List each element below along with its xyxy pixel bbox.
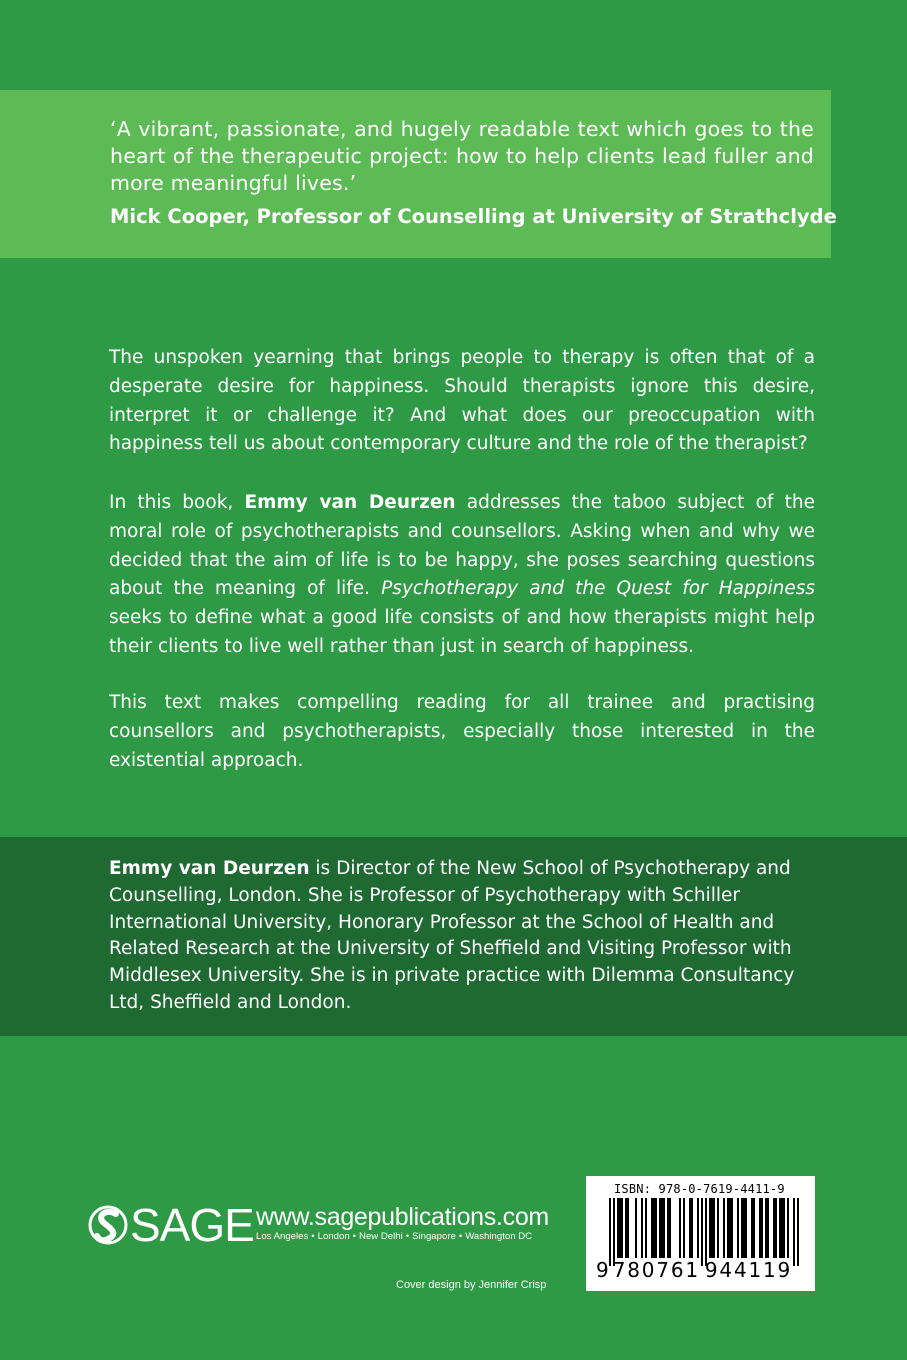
barcode-bar bbox=[717, 1198, 719, 1258]
barcode-bar bbox=[669, 1198, 671, 1258]
barcode-bar bbox=[787, 1198, 789, 1258]
barcode-bar bbox=[613, 1198, 615, 1266]
barcode-bar bbox=[711, 1198, 713, 1258]
barcode-bar bbox=[773, 1198, 775, 1258]
barcode-left-digits: 780761 bbox=[612, 1258, 700, 1282]
barcode-bar bbox=[679, 1198, 681, 1258]
blurb-author-name: Emmy van Deurzen bbox=[244, 492, 456, 513]
book-title: Psychotherapy and the Quest for Happiness bbox=[381, 578, 815, 600]
barcode-bar bbox=[713, 1198, 715, 1258]
barcode-bar bbox=[619, 1198, 621, 1258]
sage-wordmark: SAGE bbox=[130, 1199, 254, 1251]
blurb-paragraph-2 bbox=[109, 489, 815, 662]
barcode-bar bbox=[641, 1198, 643, 1258]
sage-logo bbox=[88, 1200, 254, 1250]
barcode-bar bbox=[701, 1198, 703, 1266]
blurb-paragraph-3: This text makes compelling reading for all trainee and practising counsellors and psychotherapists, especially those interested in the existential approach. bbox=[109, 692, 815, 771]
city: Washington DC bbox=[465, 1231, 533, 1242]
bio-description: is Director of the New School of Psychotherapy and Counselling, London. She is Professor of Psychotherapy with Schiller International University, Honorary Professor at the School of Health and Related Research at the University of Sheffield and Visiting Professor with Middlesex University. She is in private practice with Dilemma Consultancy Ltd, Sheffield and London. bbox=[109, 858, 795, 1013]
barcode-bar bbox=[723, 1198, 725, 1258]
blurb-paragraph-1: The unspoken yearning that brings people to therapy is often that of a desperate desire for happiness. Should therapists ignore this desire, interpret it or challenge it? And what does our preoccupation with happiness tell us about contemporary culture and the role of the therapist? bbox=[109, 347, 815, 455]
cover-design-credit: Cover design by Jennifer Crisp bbox=[396, 1279, 547, 1291]
barcode-digits bbox=[596, 1258, 792, 1282]
barcode-bar bbox=[661, 1198, 663, 1258]
barcode-bar bbox=[759, 1198, 761, 1258]
barcode-bar bbox=[617, 1198, 619, 1258]
blurb-lead-in: In this book, bbox=[109, 492, 245, 513]
barcode-bar bbox=[743, 1198, 745, 1258]
barcode-bar bbox=[781, 1198, 783, 1258]
barcode-bar bbox=[709, 1198, 711, 1258]
barcode-bar bbox=[767, 1198, 769, 1258]
barcode-bar bbox=[689, 1198, 691, 1258]
barcode-bar bbox=[683, 1198, 685, 1258]
barcode-bar bbox=[697, 1198, 699, 1258]
barcode-bar bbox=[655, 1198, 657, 1258]
barcode-bar bbox=[797, 1198, 799, 1266]
sage-swirl-icon bbox=[88, 1202, 128, 1248]
isbn-label: ISBN: 978-0-7619-4411-9 bbox=[614, 1182, 785, 1196]
barcode-bar bbox=[635, 1198, 637, 1258]
barcode-bar bbox=[753, 1198, 755, 1258]
barcode-bar bbox=[651, 1198, 653, 1258]
barcode-bar bbox=[745, 1198, 747, 1258]
barcode-bar bbox=[621, 1198, 623, 1258]
barcode-bar bbox=[659, 1198, 661, 1258]
city: Los Angeles bbox=[256, 1231, 309, 1242]
barcode-right-digits: 944119 bbox=[704, 1258, 793, 1282]
barcode-bar bbox=[783, 1198, 785, 1258]
barcode-bar bbox=[729, 1198, 731, 1258]
barcode-bar bbox=[691, 1198, 693, 1258]
barcode-bar bbox=[737, 1198, 739, 1258]
barcode-bar bbox=[741, 1198, 743, 1258]
endorsement-quote: ‘A vibrant, passionate, and hugely readable text which goes to the heart of the therapeutic project: how to help clients lead fuller and more meaningful lives.’ bbox=[110, 117, 814, 195]
bio-author-name: Emmy van Deurzen bbox=[109, 858, 310, 879]
city: London bbox=[317, 1231, 350, 1242]
barcode-bar bbox=[627, 1198, 629, 1258]
city: New Delhi bbox=[359, 1231, 403, 1242]
author-bio bbox=[109, 856, 799, 1017]
barcode-bar bbox=[645, 1198, 647, 1258]
barcode-bar bbox=[609, 1198, 611, 1266]
barcode-bar bbox=[731, 1198, 733, 1258]
barcode-bar bbox=[663, 1198, 665, 1258]
publisher-cities: Los Angeles • London • New Delhi • Singapore • Washington DC bbox=[256, 1231, 533, 1242]
blurb-conclusion: seeks to define what a good life consists of and how therapists might help their clients to live well rather than just in search of happiness. bbox=[109, 607, 815, 657]
publisher-url[interactable]: www.sagepublications.com bbox=[256, 1203, 549, 1231]
barcode-bar bbox=[727, 1198, 729, 1258]
barcode-bar bbox=[625, 1198, 627, 1258]
endorsement-author: Mick Cooper, Professor of Counselling at University of Strathclyde bbox=[110, 205, 837, 228]
barcode-bar bbox=[765, 1198, 767, 1258]
barcode-bar bbox=[751, 1198, 753, 1258]
blurb-body: addresses the taboo subject of the moral role of psychotherapists and counsellors. Asking when and why we decided that the aim of life is to be happy, she poses searching questions about the meaning of life. bbox=[109, 492, 815, 600]
barcode-first-digit: 9 bbox=[596, 1258, 609, 1282]
barcode-bar bbox=[793, 1198, 795, 1266]
barcode-bar bbox=[705, 1198, 707, 1266]
city: Singapore bbox=[412, 1231, 456, 1242]
barcode-bar bbox=[653, 1198, 655, 1258]
barcode-bar bbox=[761, 1198, 763, 1258]
barcode-bar bbox=[779, 1198, 781, 1258]
barcode-bar bbox=[775, 1198, 777, 1258]
barcode-bar bbox=[667, 1198, 669, 1258]
